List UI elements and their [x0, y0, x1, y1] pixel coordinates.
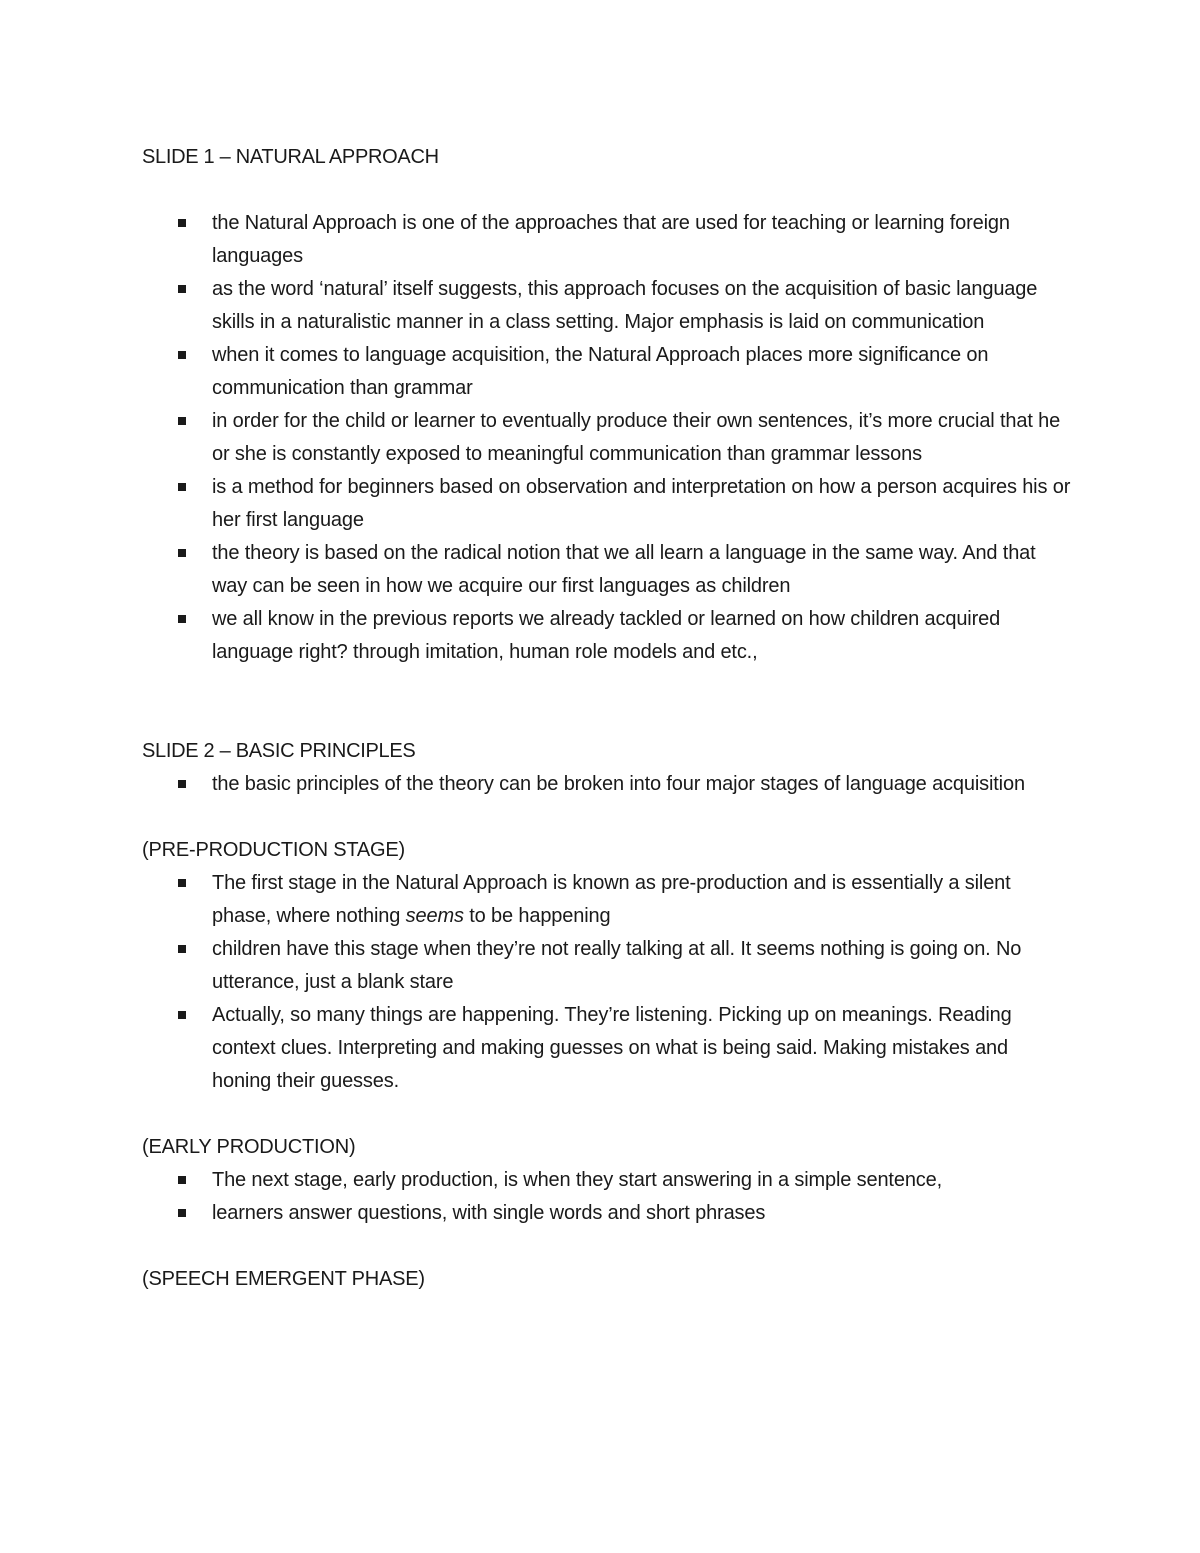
square-bullet-icon	[178, 549, 186, 557]
square-bullet-icon	[178, 945, 186, 953]
list-item-text: children have this stage when they’re not really talking at all. It seems nothing is going on. No utterance, just a blank stare	[212, 938, 1022, 993]
list-item	[142, 603, 1072, 669]
slide1-bullet-list	[142, 207, 1072, 669]
square-bullet-icon	[178, 1209, 186, 1217]
list-item	[142, 273, 1072, 339]
list-item-text: when it comes to language acquisition, the Natural Approach places more significance on communication than grammar	[212, 344, 989, 399]
square-bullet-icon	[178, 351, 186, 359]
spacer	[142, 801, 1072, 834]
square-bullet-icon	[178, 780, 186, 788]
list-item-text: learners answer questions, with single words and short phrases	[212, 1202, 766, 1224]
list-item-text: the basic principles of the theory can be broken into four major stages of language acquisition	[212, 773, 1025, 795]
speech-emergent-label: (SPEECH EMERGENT PHASE)	[142, 1268, 425, 1290]
list-item	[142, 207, 1072, 273]
square-bullet-icon	[178, 1011, 186, 1019]
square-bullet-icon	[178, 615, 186, 623]
square-bullet-icon	[178, 1176, 186, 1184]
early-production-bullet-list	[142, 1164, 1072, 1230]
early-production-label: (EARLY PRODUCTION)	[142, 1136, 356, 1158]
pre-production-label: (PRE-PRODUCTION STAGE)	[142, 839, 406, 861]
slide2-heading: SLIDE 2 – BASIC PRINCIPLES	[142, 740, 416, 762]
list-item-text: the theory is based on the radical notion that we all learn a language in the same way. And that way can be seen in how we acquire our first languages as children	[212, 542, 1036, 597]
text-run: The first stage in the Natural Approach is known as pre-production and is essentially a silent phase, where nothing	[212, 872, 1011, 927]
document-body	[142, 141, 1072, 1296]
list-item-text	[212, 872, 1011, 927]
list-item	[142, 1164, 1072, 1197]
pre-production-bullet-list	[142, 867, 1072, 1098]
text-run: to be happening	[463, 905, 611, 927]
list-item-text: Actually, so many things are happening. They’re listening. Picking up on meanings. Reading context clues. Interpreting and making guesses on what is being said. Making mistakes and honing their guesses.	[212, 1004, 1012, 1092]
slide2-bullet-list	[142, 768, 1072, 801]
list-item-text: in order for the child or learner to eventually produce their own sentences, it’s more crucial that he or she is constantly exposed to meaningful communication than grammar lessons	[212, 410, 1061, 465]
list-item	[142, 999, 1072, 1098]
list-item	[142, 405, 1072, 471]
spacer	[142, 174, 1072, 207]
list-item	[142, 933, 1072, 999]
list-item	[142, 537, 1072, 603]
square-bullet-icon	[178, 219, 186, 227]
list-item-text: as the word ‘natural’ itself suggests, this approach focuses on the acquisition of basic language skills in a naturalistic manner in a class setting. Major emphasis is laid on communication	[212, 278, 1038, 333]
square-bullet-icon	[178, 879, 186, 887]
square-bullet-icon	[178, 285, 186, 293]
list-item-text: the Natural Approach is one of the approaches that are used for teaching or learning foreign languages	[212, 212, 1010, 267]
list-item	[142, 867, 1072, 933]
emphasis-text: seems	[405, 905, 464, 927]
list-item	[142, 471, 1072, 537]
list-item	[142, 768, 1072, 801]
square-bullet-icon	[178, 483, 186, 491]
list-item-text: is a method for beginners based on observation and interpretation on how a person acquires his or her first language	[212, 476, 1071, 531]
square-bullet-icon	[178, 417, 186, 425]
spacer	[142, 1098, 1072, 1131]
list-item-text: we all know in the previous reports we already tackled or learned on how children acquired language right? through imitation, human role models and etc.,	[212, 608, 1001, 663]
list-item-text: The next stage, early production, is when they start answering in a simple sentence,	[212, 1169, 943, 1191]
spacer	[142, 1230, 1072, 1263]
spacer	[142, 669, 1072, 735]
list-item	[142, 1197, 1072, 1230]
slide1-heading: SLIDE 1 – NATURAL APPROACH	[142, 146, 439, 168]
list-item	[142, 339, 1072, 405]
